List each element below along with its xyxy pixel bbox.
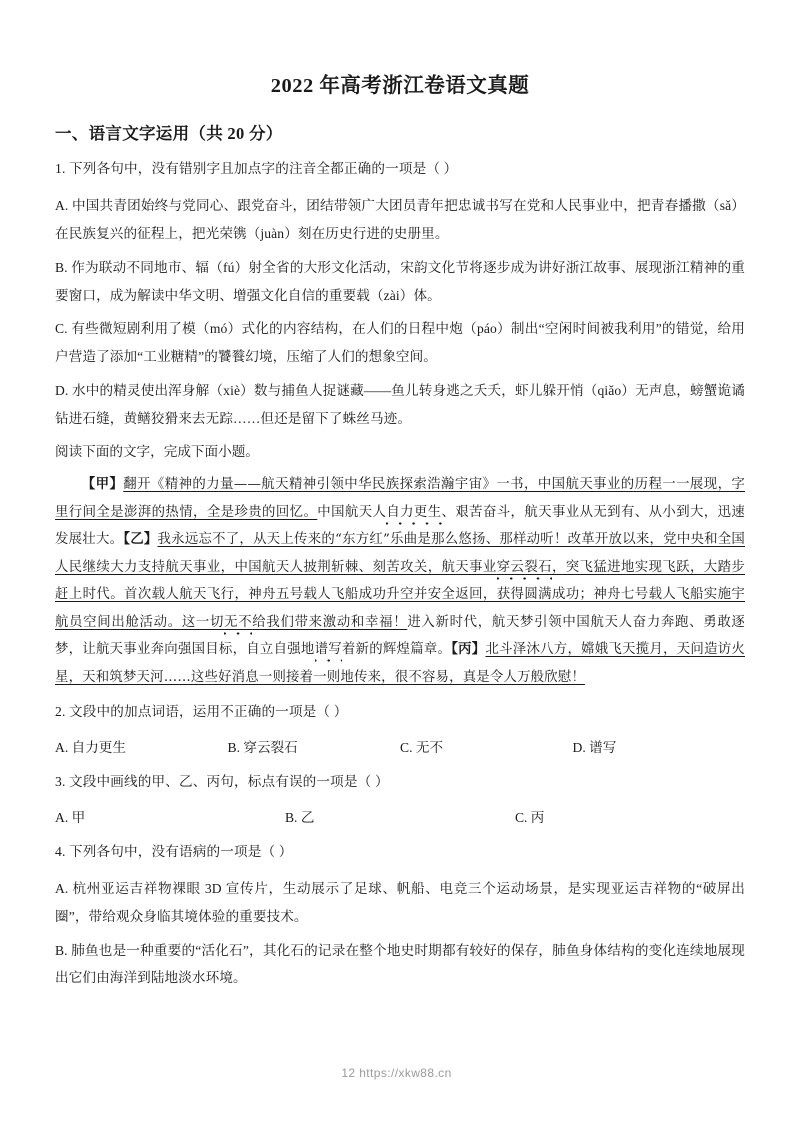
passage-underline-yi-part3: 给我们带来激动和幸福！ bbox=[252, 614, 408, 630]
passage-marker-yi: 【乙】 bbox=[123, 531, 158, 548]
passage-dotted-chuanyunlieshi: 穿云裂石 bbox=[496, 559, 552, 575]
question-1-stem: 1. 下列各句中，没有错别字且加点字的注音全都正确的一项是（ ） bbox=[55, 161, 458, 176]
section-heading: 一、语言文字运用（共 20 分） bbox=[55, 124, 283, 143]
passage-dotted-wubu: 无不 bbox=[224, 614, 253, 630]
question-2-option-d[interactable]: D. 谱写 bbox=[572, 740, 617, 756]
question-2-stem: 2. 文段中的加点词语，运用不正确的一项是（ ） bbox=[55, 704, 348, 720]
question-1-option-a[interactable]: A. 中国共青团始终与党同心、跟党奋斗，团结带领广大团员青年把忠诚书写在党和人民事业中，把青春播撒（sǎ）在民族复兴的征程上，把光荣镌（juàn）刻在历史行进的史册里。 bbox=[55, 198, 745, 241]
question-2-option-c[interactable]: C. 无不 bbox=[400, 740, 444, 756]
question-3-options bbox=[55, 805, 745, 831]
question-2-option-a[interactable]: A. 自力更生 bbox=[55, 740, 126, 756]
passage-dotted-ziligengsheng: 自力更生 bbox=[386, 504, 442, 520]
passage-underline-bing: 北斗泽沐八方，嫦娥飞天揽月，天问造访火星，天和筑梦天河……这些好消息一则接着一则地传来，很不容易，真是令人万般欣慰！ bbox=[55, 642, 745, 685]
passage-marker-jia: 【甲】 bbox=[81, 476, 124, 493]
question-1-option-b[interactable]: B. 作为联动不同地市、辐（fú）射全省的大形文化活动，宋韵文化节将逐步成为讲好浙江故事、展现浙江精神的重要窗口，成为解读中华文明、增强文化自信的重要载（zài）体。 bbox=[55, 259, 745, 303]
question-2-options bbox=[55, 735, 745, 761]
question-3-option-b[interactable]: B. 乙 bbox=[284, 810, 315, 825]
page-title: 2022 年高考浙江卷语文真题 bbox=[270, 75, 530, 97]
question-3-option-c[interactable]: C. 丙 bbox=[514, 810, 545, 825]
question-2-option-b[interactable]: B. 穿云裂石 bbox=[227, 740, 298, 756]
passage-marker-bing: 【丙】 bbox=[451, 641, 486, 658]
passage-text-3: 进入新时代，航天梦引领中国航天人奋力奔跑、勇敢逐梦，让航天事业奔向强国目标，自立自强地 bbox=[55, 614, 746, 658]
page-footer-watermark: 12 https://xkw88.cn bbox=[341, 1066, 452, 1080]
passage-text-1: 中国航天人 bbox=[317, 504, 387, 520]
question-4-option-a[interactable]: A. 杭州亚运吉祥物裸眼 3D 宣传片，生动展示了足球、帆船、电竞三个运动场景，是实现亚运吉祥物的“破屏出圈”，带给观众身临其境体验的重要技术。 bbox=[55, 880, 745, 924]
passage-body bbox=[55, 471, 745, 691]
question-3-stem: 3. 文段中画线的甲、乙、丙句，标点有误的一项是（ ） bbox=[55, 773, 389, 789]
question-3-option-a[interactable]: A. 甲 bbox=[55, 810, 86, 825]
passage-text-4: 着新的辉煌篇章。 bbox=[341, 642, 452, 658]
question-1-option-c[interactable]: C. 有些微短剧利用了模（mó）式化的内容结构，在人们的日程中炮（páo）制出“空闲时间被我利用”的错觉，给用户营造了添加“工业糖精”的饕餮幻境，压缩了人们的想象空间。 bbox=[55, 321, 745, 365]
question-4-stem: 4. 下列各句中，没有语病的一项是（ ） bbox=[55, 843, 293, 859]
passage-underline-yi-part2: ，突飞猛进地实现飞跃，大踏步赶上时代。首次载人航天飞行，神舟五号载人飞船成功升空并安全返回，获得圆满成功；神舟七号载人飞船实施宇航员空间出舱活动。这一切 bbox=[55, 559, 745, 630]
passage-text-2: 、艰苦奋斗，航天事业从无到有、从小到大，迅速发展壮大。 bbox=[55, 504, 745, 548]
passage-underline-yi-part1: 我永远忘不了，从天上传来的“东方红”乐曲是那么悠扬、那样动听！改革开放以来，党中央和全国人民继续大力支持航天事业，中国航天人披荆斩棘、刻苦攻关，航天事业 bbox=[55, 532, 746, 575]
passage-dotted-puxie: 谱写 bbox=[314, 642, 342, 658]
passage-lead: 阅读下面的文字，完成下面小题。 bbox=[55, 443, 259, 459]
passage-underline-jia: 翻开《精神的力量——航天精神引领中华民族探索浩瀚宇宙》一书，中国航天事业的历程一一展现，字里行间全是澎湃的热情，全是珍贵的回忆。 bbox=[55, 477, 745, 520]
question-1-option-d[interactable]: D. 水中的精灵使出浑身解（xiè）数与捕鱼人捉谜藏——鱼儿转身逃之夭夭，虾儿躲开悄（qiǎo）无声息，螃蟹诡谲钻进石缝，黄鳝狡猾来去无踪……但还是留下了蛛丝马迹。 bbox=[55, 383, 745, 427]
question-4-option-b[interactable]: B. 肺鱼也是一种重要的“活化石”，其化石的记录在整个地史时期都有较好的保存，肺鱼身体结构的变化连续地展现出它们由海洋到陆地淡水环境。 bbox=[55, 942, 745, 986]
